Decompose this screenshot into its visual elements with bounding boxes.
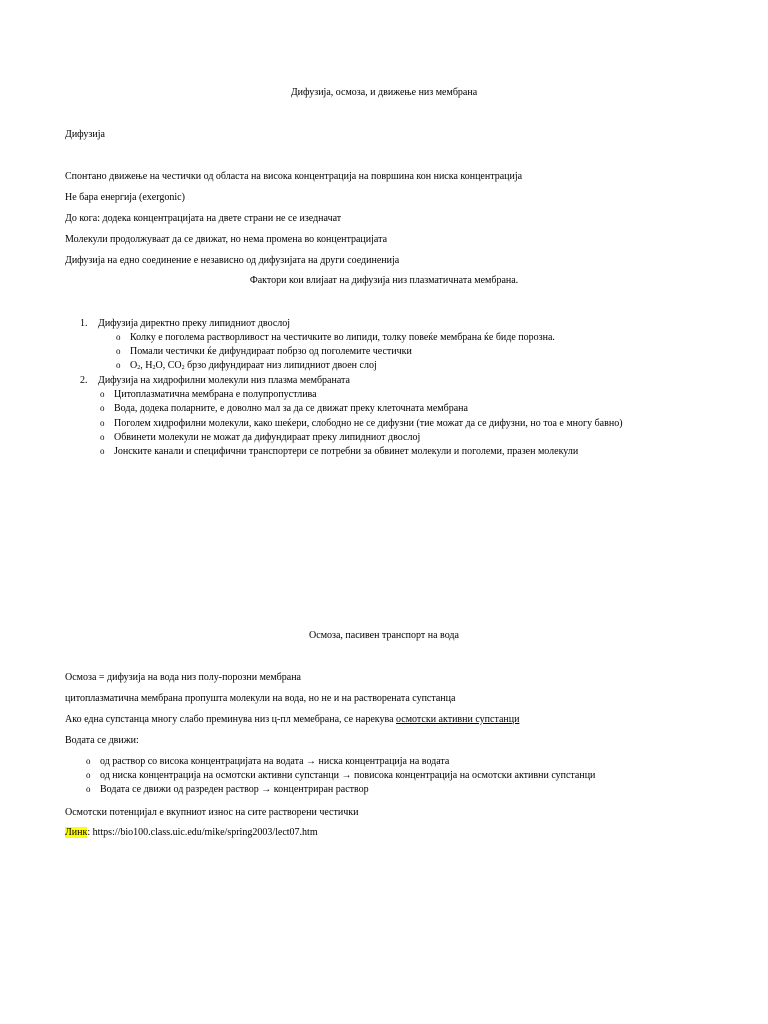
diffusion-heading: Дифузија bbox=[65, 129, 105, 140]
bullet-icon: o bbox=[100, 446, 105, 456]
item-text: Дифузија на хидрофилни молекули низ плазма мембраната bbox=[98, 375, 350, 386]
list-item: o Поголем хидрофилни молекули, како шеќери, слободно не се дифузни (тие можат да се дифузни, но тоа е многу бавно) bbox=[100, 418, 623, 429]
link-label: Линк bbox=[65, 827, 88, 838]
osmotic-term: осмотски активни супстанци bbox=[396, 714, 520, 725]
list-item: o од раствор со висока концентрацијата на водата → ниска концентрација на водата bbox=[86, 756, 450, 767]
bullet-icon: o bbox=[100, 403, 105, 413]
paragraph: Молекули продолжуваат да се движат, но нема промена во концентрацијата bbox=[65, 234, 388, 245]
osmosis-heading: Осмоза, пасивен транспорт на вода bbox=[309, 630, 459, 641]
paragraph: Осмотски потенцијал е вкупниот износ на сите растворени честички bbox=[65, 807, 359, 818]
bullet-icon: o bbox=[100, 389, 105, 399]
link-line: Линк: https://bio100.class.uic.edu/mike/spring2003/lect07.htm bbox=[65, 827, 318, 838]
list-item: o Обвинети молекули не можат да дифундираат преку липидниот двослој bbox=[100, 432, 421, 443]
list-item: o Јонските канали и специфични транспортери се потребни за обвинет молекули и поголеми, празен молекули bbox=[100, 446, 579, 457]
numbered-item bbox=[80, 375, 350, 386]
bullet-icon: o bbox=[116, 346, 121, 356]
list-item: o од ниска концентрација на осмотски активни супстанци → повисока концентрација на осмотски активни супстанци bbox=[86, 770, 596, 781]
list-item: o Вода, додека поларните, е доволно мал за да се движат преку клеточната мембрана bbox=[100, 403, 468, 414]
list-item: o Цитоплазматична мембрана е полупропустлива bbox=[100, 389, 317, 400]
list-item: o $O_2$, $H_2O$, $CO_2$ брзо дифундираат низ липидниот двоен слој bbox=[116, 360, 377, 371]
item-text: Дифузија директно преку липидниот двослој bbox=[98, 318, 291, 329]
document-title: Дифузија, осмоза, и движење низ мембрана bbox=[290, 87, 478, 98]
paragraph: Дифузија на едно соединение е независно од дифузијата на други соединенија bbox=[65, 255, 400, 266]
paragraph: Осмоза = дифузија на вода низ полу-порозни мембрана bbox=[65, 672, 301, 683]
paragraph: Спонтано движење на честички од областа на висока концентрација на површина кон ниска концентрација bbox=[65, 171, 523, 182]
numbered-item bbox=[80, 318, 290, 329]
source-link[interactable]: https://bio100.class.uic.edu/mike/spring2003/lect07.htm bbox=[92, 827, 318, 838]
list-item: o Колку е поголема растворливост на честичките во липиди, толку повеќе мембрана ќе биде порозна. bbox=[116, 332, 555, 343]
bullet-icon: o bbox=[86, 756, 91, 766]
factors-heading: Фактори кои влијаат на дифузија низ плазматичната мембрана. bbox=[249, 275, 519, 286]
paragraph: До кога: додека концентрациjата на двете страни не се изедначат bbox=[65, 213, 342, 224]
list-item: o Водата се движи од разреден раствор → концентриран раствор bbox=[86, 784, 369, 795]
item-number: 2. bbox=[80, 375, 88, 386]
bullet-icon: o bbox=[116, 332, 121, 342]
list-item: o Помали честички ќе дифундираат побрзо од поголемите честички bbox=[116, 346, 412, 357]
bullet-icon: o bbox=[116, 360, 121, 370]
bullet-icon: o bbox=[100, 418, 105, 428]
item-number: 1. bbox=[80, 318, 88, 329]
bullet-icon: o bbox=[86, 784, 91, 794]
paragraph: Не бара енергија (exergonic) bbox=[65, 192, 185, 203]
paragraph: цитоплазматична мембрана пропушта молекули на вода, но не и на растворената супстанца bbox=[65, 693, 456, 704]
bullet-icon: o bbox=[86, 770, 91, 780]
paragraph: Водата се движи: bbox=[65, 735, 139, 746]
paragraph: Ако една супстанца многу слабо преминува низ ц-пл мемебрана, се нарекува осмотски активни супстанци bbox=[65, 714, 520, 725]
bullet-icon: o bbox=[100, 432, 105, 442]
